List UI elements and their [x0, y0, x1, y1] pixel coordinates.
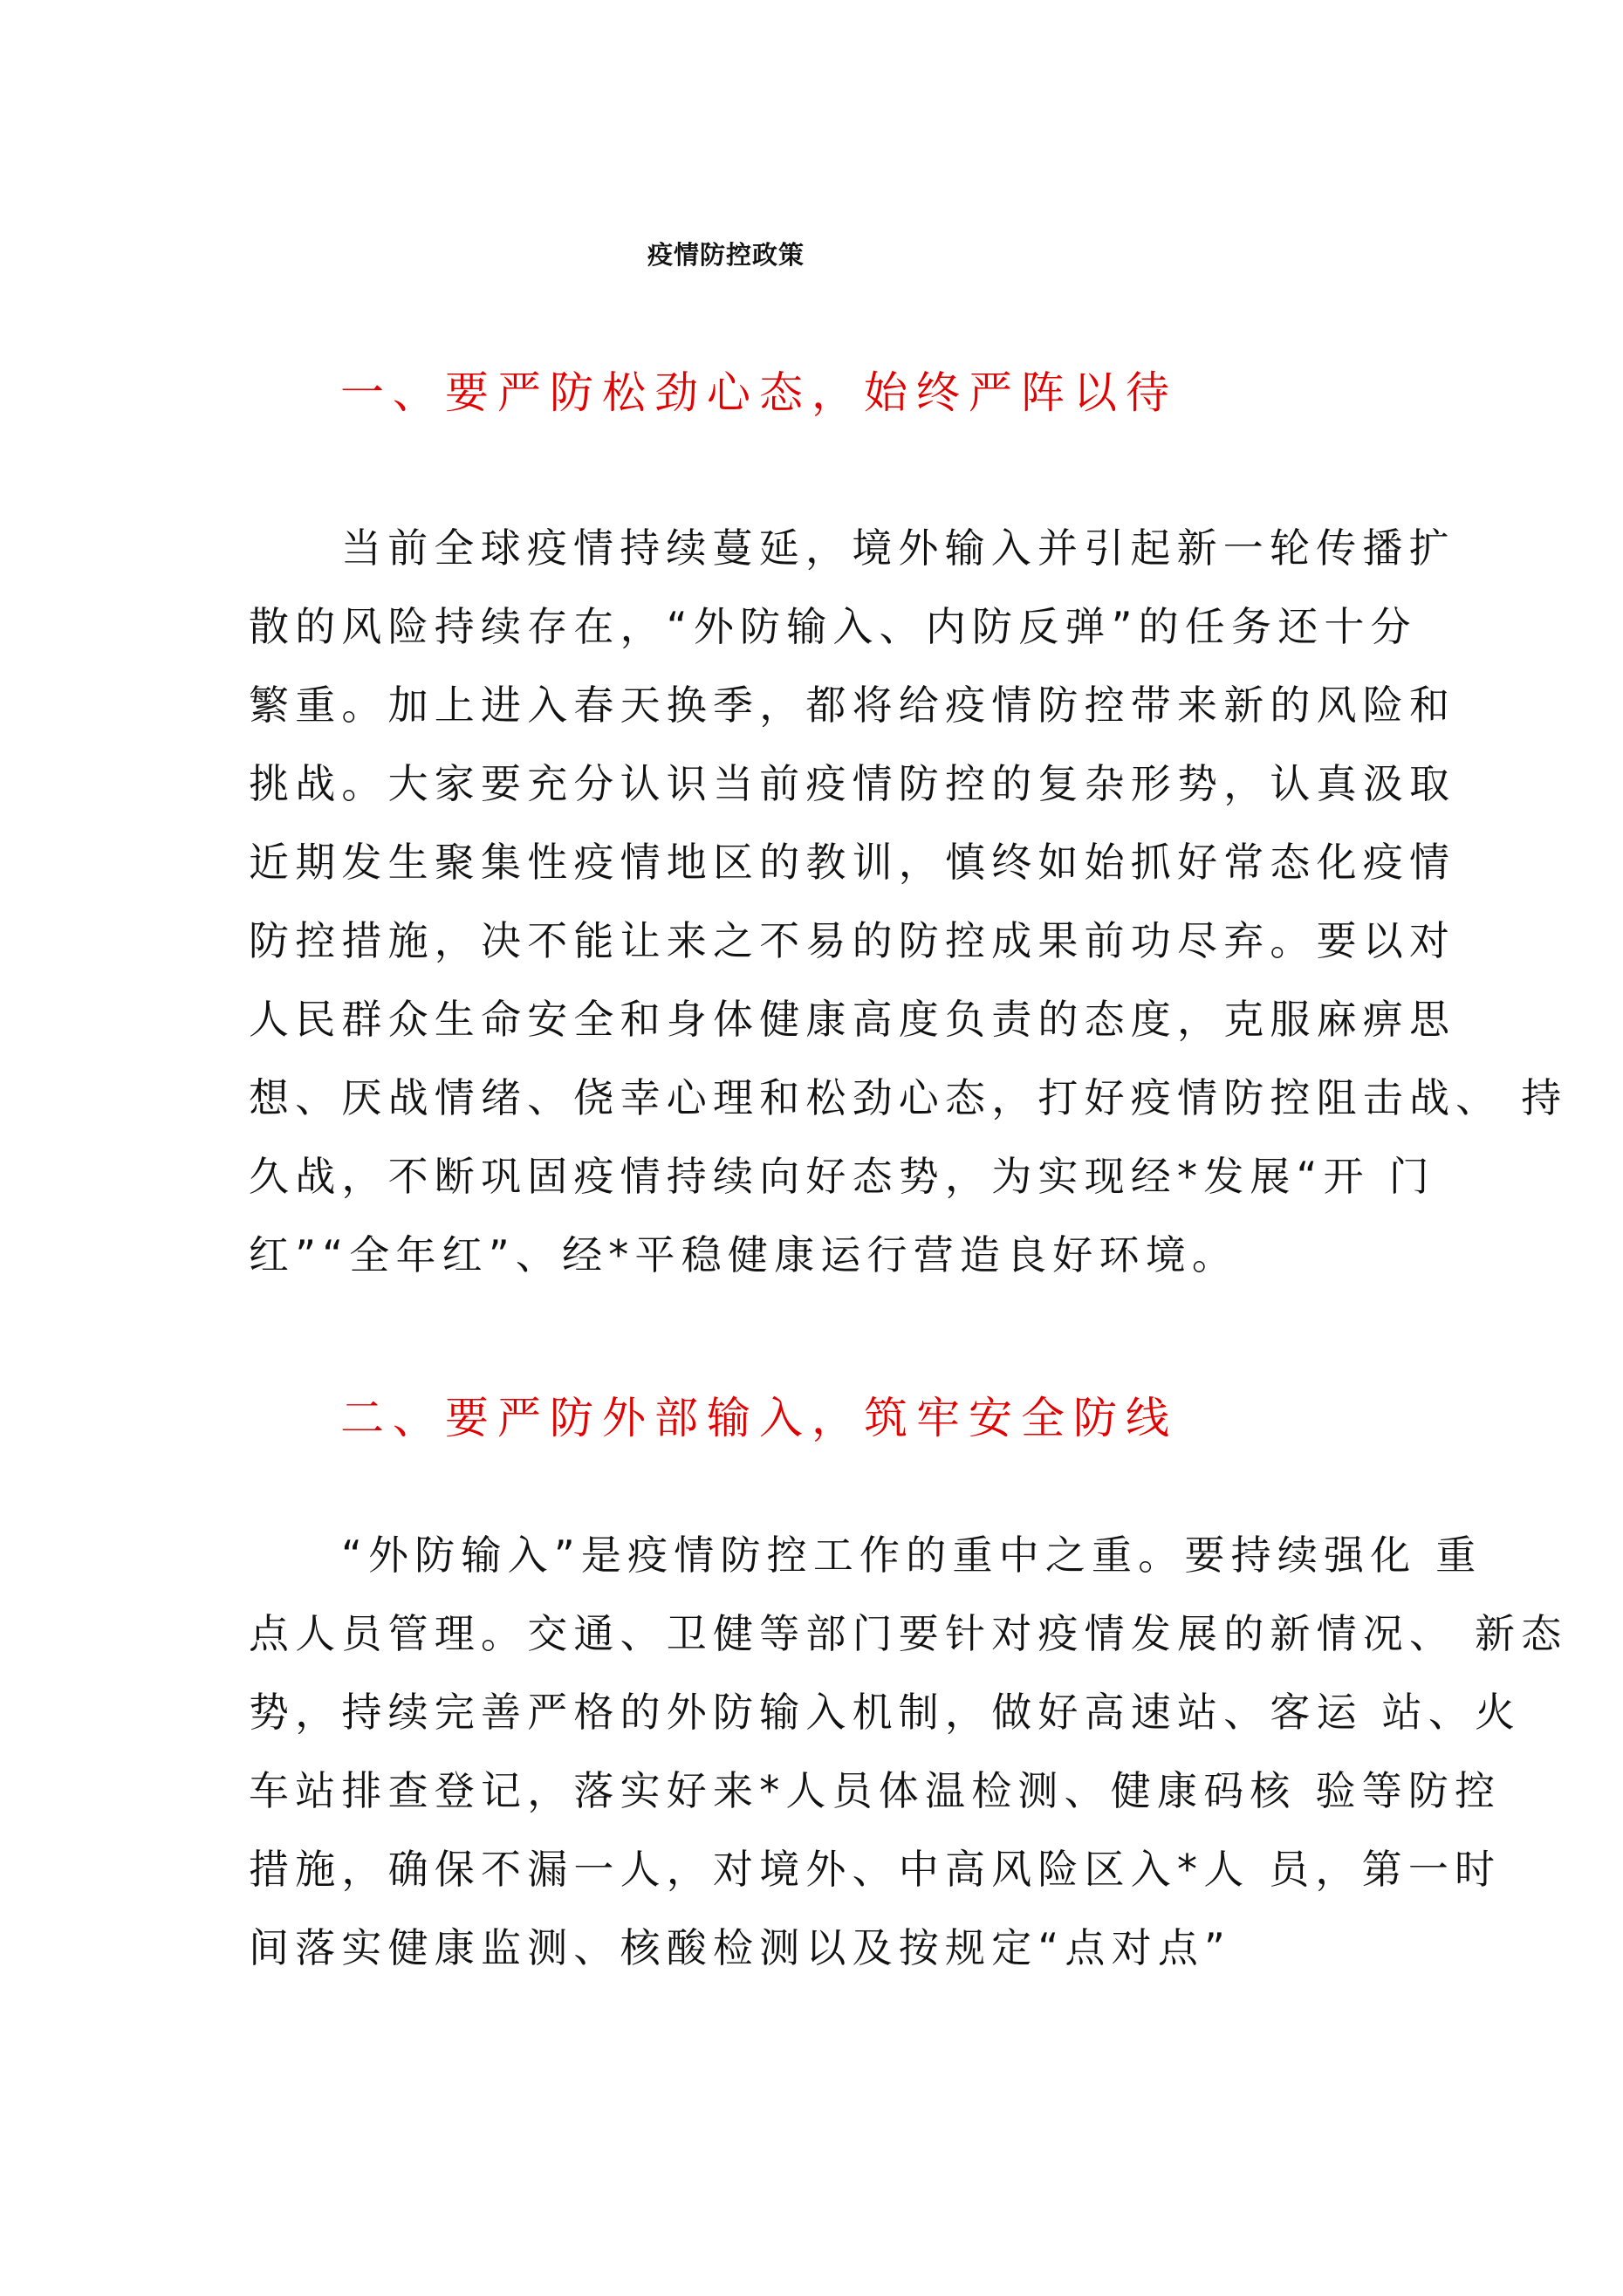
paragraph-line: 防控措施，决不能让来之不易的防控成果前功尽弃。要以对: [249, 917, 1456, 964]
paragraph-line: 当前全球疫情持续蔓延，境外输入并引起新一轮传播扩: [341, 524, 1455, 572]
paragraph-line: 繁重。加上进入春天换季，都将给疫情防控带来新的风险和: [249, 682, 1456, 729]
paragraph-line: 红”“全年红”、经*平稳健康运行营造良好环境。: [249, 1231, 1239, 1278]
section-2-paragraph: [249, 1529, 1568, 2000]
paragraph-line: 车站排查登记，落实好来*人员体温检测、健康码核 验等防控: [249, 1767, 1502, 1814]
paragraph-line: 散的风险持续存在，“外防输入、内防反弹”的任务还十分: [249, 603, 1417, 650]
paragraph-line: 近期发生聚集性疫情地区的教训，慎终如始抓好常态化疫情: [249, 839, 1456, 886]
paragraph-line: 势，持续完善严格的外防输入机制，做好高速站、客运 站、火: [249, 1689, 1522, 1736]
section-heading-2: 二、要严防外部输入，筑牢安全防线: [340, 1393, 1178, 1443]
paragraph-line: 久战，不断巩固疫情持续向好态势，为实现经*发展“开 门: [249, 1153, 1435, 1200]
section-heading-1: 一、要严防松劲心态，始终严阵以待: [340, 367, 1178, 418]
paragraph-line: 想、厌战情绪、侥幸心理和松劲心态，打好疫情防控阻击战、 持: [249, 1074, 1568, 1121]
paragraph-line: 点人员管理。交通、卫健等部门要针对疫情发展的新情况、 新态: [249, 1610, 1568, 1657]
paragraph-line: “外防输入”是疫情防控工作的重中之重。要持续强化 重: [341, 1532, 1483, 1579]
document-title: 疫情防控政策: [647, 240, 805, 270]
section-1-paragraph: [249, 522, 1568, 1307]
paragraph-line: 措施，确保不漏一人，对境外、中高风险区入*人 员，第一时: [249, 1846, 1502, 1893]
paragraph-line: 挑战。大家要充分认识当前疫情防控的复杂形势，认真汲取: [249, 760, 1456, 807]
paragraph-line: 人民群众生命安全和身体健康高度负责的态度，克服麻痹思: [249, 996, 1456, 1043]
paragraph-line: 间落实健康监测、核酸检测以及按规定“点对点”: [249, 1924, 1232, 1971]
